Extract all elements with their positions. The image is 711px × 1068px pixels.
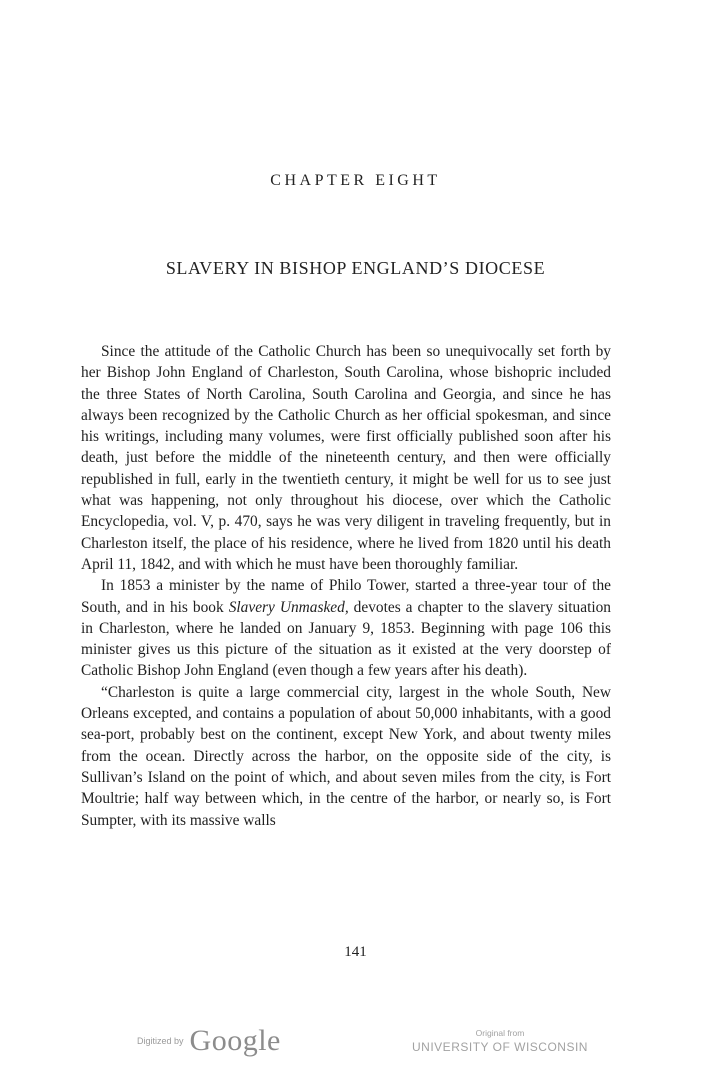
book-title-italic: Slavery Unmasked, — [228, 598, 349, 616]
google-logo: Google — [189, 1024, 281, 1057]
body-text — [81, 341, 611, 831]
paragraph-2 — [81, 575, 611, 681]
paragraph-2-start: In 1853 a minister by the name of Philo Tower, started a three-year tour of the South, and in his book — [81, 577, 611, 616]
paragraph-1: Since the attitude of the Catholic Church has been so unequivocally set forth by her Bishop John England of Charleston, South Carolina, whose bishopric included the three States of North Carolina, South Carolina and Georgia, and since he has always been recognized by the Catholic Church as her official spokesman, and since his writings, including many volumes, were first officially published soon after his death, just before the middle of the nineteenth century, and then were officially republished in full, early in the twentieth century, it might be well for us to see just what was happening, not only throughout his diocese, over which the Catholic Encyclopedia, vol. V, p. 470, says he was very diligent in traveling frequently, but in Charleston itself, the place of his residence, where he lived from 1820 until his death April 11, 1842, and with which he must have been thoroughly familiar. — [81, 343, 611, 573]
chapter-title: SLAVERY IN BISHOP ENGLAND’S DIOCESE — [165, 258, 546, 278]
google-watermark — [137, 1024, 281, 1058]
university-name: UNIVERSITY OF WISCONSIN — [412, 1040, 588, 1054]
paragraph-3: “Charleston is quite a large commercial city, largest in the whole South, New Orleans excepted, and contains a population of about 50,000 inhabitants, with a good sea-port, probably best on the continent, except New York, and about twenty miles from the ocean. Directly across the harbor, on the opposite side of the city, is Sullivan’s Island on the point of which, and about seven miles from the city, is Fort Moultrie; half way between which, in the centre of the harbor, or nearly so, is Fort Sumpter, with its massive walls — [81, 683, 611, 829]
paragraph-2-end: devotes a chapter to the slavery situation in Charleston, where he landed on January 9, 1853. Beginning with page 106 this minister gives us this picture of the situation as it existed at the very doorstep of Catholic Bishop John England (even though a few years after his death). — [81, 598, 612, 680]
university-watermark — [380, 1027, 620, 1055]
chapter-label: CHAPTER EIGHT — [270, 172, 441, 189]
digitized-by-text: Digitized by — [137, 1036, 184, 1046]
original-from-text: Original from — [475, 1028, 525, 1038]
page-number: 141 — [344, 944, 367, 960]
